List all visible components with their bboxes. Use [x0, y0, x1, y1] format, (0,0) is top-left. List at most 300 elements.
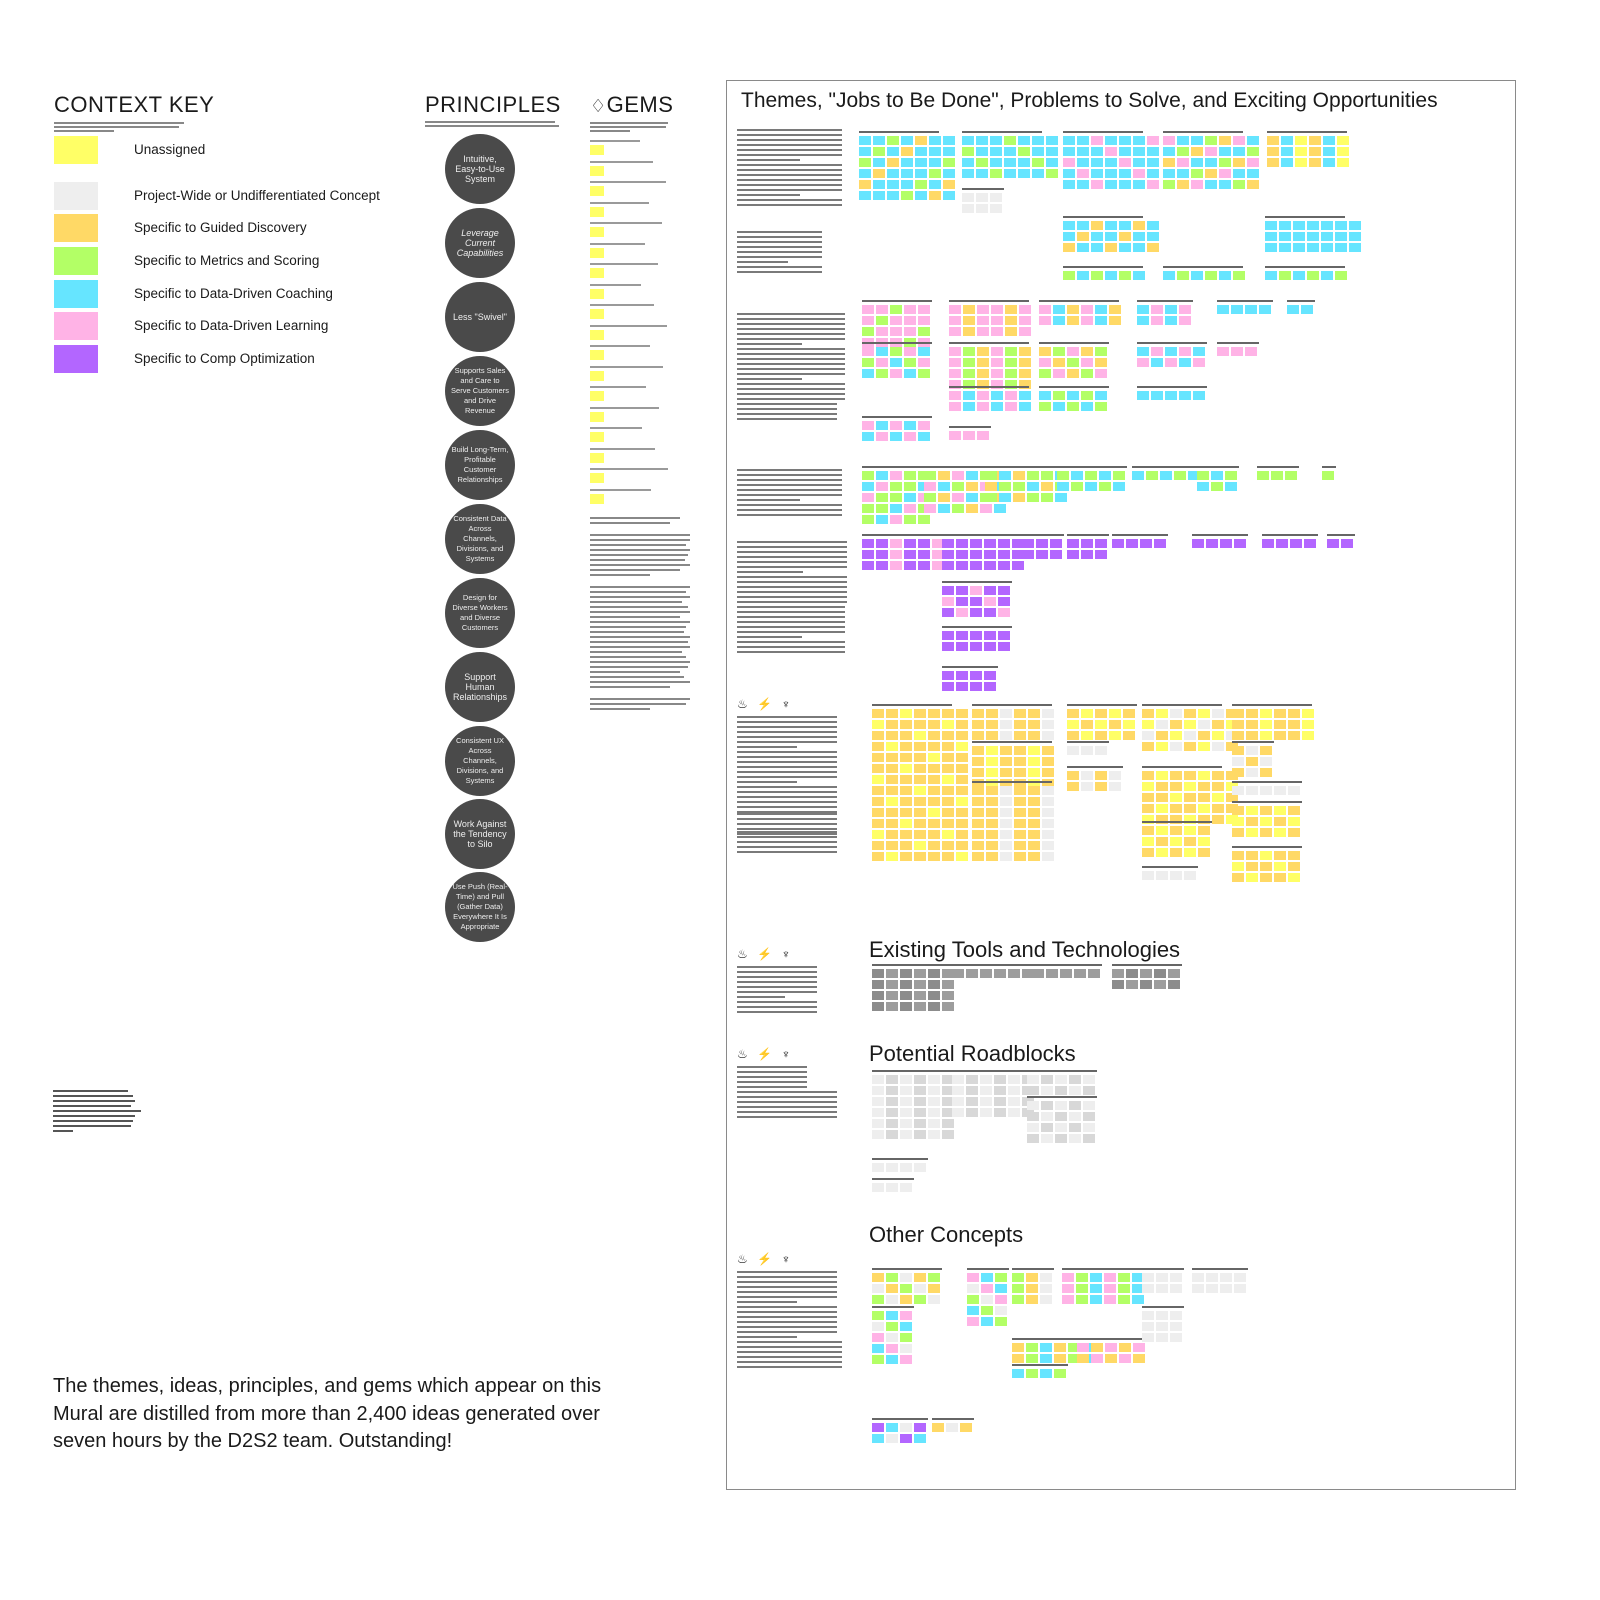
sticky-note [1142, 782, 1154, 791]
sticky-note [1071, 482, 1083, 491]
principle-circle: Consistent UX Across Channels, Divisions, and Systems [445, 726, 515, 796]
sticky-note [1027, 493, 1039, 502]
sticky-note [1142, 1333, 1154, 1342]
sticky-note [859, 147, 871, 156]
sticky-note [1105, 243, 1117, 252]
sticky-note [1170, 848, 1182, 857]
sticky-note [942, 550, 954, 559]
sticky-note [1054, 1343, 1066, 1352]
sticky-note [862, 305, 874, 314]
sticky-note [1000, 709, 1012, 718]
sticky-note [1004, 169, 1016, 178]
sticky-note [1233, 271, 1245, 280]
cluster-label [1039, 300, 1119, 302]
sticky-note [1309, 136, 1321, 145]
sticky-note [1095, 771, 1107, 780]
sticky-note [928, 764, 940, 773]
sticky-note [984, 539, 996, 548]
sticky-note [872, 1183, 884, 1192]
sticky-note [1156, 804, 1168, 813]
sticky-note [942, 753, 954, 762]
sticky-note [991, 316, 1003, 325]
sticky-note [1013, 493, 1025, 502]
sticky-note [1274, 786, 1286, 795]
sticky-note [890, 421, 902, 430]
sticky-note [929, 180, 941, 189]
cluster-label [872, 1178, 914, 1180]
sticky-note [952, 969, 964, 978]
sticky-note [1133, 1354, 1145, 1363]
sticky-note [928, 852, 940, 861]
sticky-note [1067, 746, 1079, 755]
sticky-note [873, 147, 885, 156]
sticky-note [1104, 1295, 1116, 1304]
sticky-note [1290, 539, 1302, 548]
sticky-note [942, 819, 954, 828]
sticky-note [1197, 482, 1209, 491]
board-title: Themes, "Jobs to Be Done", Problems to Solve, and Exciting Opportunities [741, 89, 1438, 112]
sticky-note [886, 720, 898, 729]
sticky-note [1274, 851, 1286, 860]
sticky-note [1170, 1284, 1182, 1293]
sticky-note [1279, 243, 1291, 252]
sticky-note [1063, 221, 1075, 230]
sticky-note [1000, 808, 1012, 817]
sticky-note [998, 586, 1010, 595]
sticky-note [1041, 1112, 1053, 1121]
sticky-note [1265, 232, 1277, 241]
sticky-note [1232, 851, 1244, 860]
sticky-note [1151, 316, 1163, 325]
sticky-note [886, 819, 898, 828]
sticky-note [1041, 1101, 1053, 1110]
sticky-note [915, 136, 927, 145]
sticky-note [1105, 158, 1117, 167]
sticky-note [915, 180, 927, 189]
gem-sticky-note [590, 181, 680, 196]
sticky-note [914, 709, 926, 718]
sticky-note [1281, 158, 1293, 167]
sticky-note [1151, 391, 1163, 400]
sticky-note [1267, 147, 1279, 156]
theme-description-text [737, 403, 837, 423]
sticky-note [1232, 768, 1244, 777]
sticky-note [980, 1097, 992, 1106]
sticky-note [900, 969, 912, 978]
cluster-label [1142, 866, 1198, 868]
sticky-note [1046, 169, 1058, 178]
sticky-note [942, 786, 954, 795]
sticky-note [1053, 305, 1065, 314]
cluster-label [972, 781, 1052, 783]
sticky-note [1193, 347, 1205, 356]
sticky-note [1090, 1284, 1102, 1293]
sticky-note [900, 720, 912, 729]
sticky-note [1274, 709, 1286, 718]
sticky-note [872, 1423, 884, 1432]
sticky-note [976, 204, 988, 213]
sticky-note [914, 852, 926, 861]
sticky-note [1293, 232, 1305, 241]
sticky-note [1160, 471, 1172, 480]
sticky-note [859, 191, 871, 200]
sticky-note [1279, 232, 1291, 241]
sticky-note [1179, 316, 1191, 325]
sticky-note [904, 369, 916, 378]
sticky-note [984, 671, 996, 680]
sticky-note [1055, 1086, 1067, 1095]
sticky-note [1198, 731, 1210, 740]
sticky-note [1156, 731, 1168, 740]
sticky-note [1081, 731, 1093, 740]
sticky-note [1109, 771, 1121, 780]
sticky-note [1105, 271, 1117, 280]
sticky-note [1055, 1075, 1067, 1084]
principle-circle: Support Human Relationships [445, 652, 515, 722]
sticky-note [1004, 158, 1016, 167]
sticky-note [1198, 720, 1210, 729]
sticky-note [1095, 358, 1107, 367]
sticky-note [1112, 969, 1124, 978]
sticky-note [1192, 539, 1204, 548]
cluster-label [1022, 534, 1064, 536]
sticky-note [1349, 221, 1361, 230]
sticky-note [1322, 471, 1334, 480]
sticky-note [1285, 471, 1297, 480]
sticky-note [1091, 232, 1103, 241]
sticky-note [991, 402, 1003, 411]
cluster-label [1232, 704, 1312, 706]
todo-notes [53, 1090, 153, 1135]
sticky-note [942, 682, 954, 691]
sticky-note [1091, 147, 1103, 156]
sticky-note [1063, 136, 1075, 145]
sticky-note [915, 191, 927, 200]
sticky-note [952, 1097, 964, 1106]
sticky-note [1323, 147, 1335, 156]
sticky-note [1005, 358, 1017, 367]
sticky-note [914, 753, 926, 762]
sticky-note [994, 969, 1006, 978]
sticky-note [887, 191, 899, 200]
sticky-note [900, 731, 912, 740]
gem-sticky-note [590, 243, 680, 258]
sticky-note [1113, 471, 1125, 480]
sticky-note [900, 1434, 912, 1443]
sticky-note [1293, 221, 1305, 230]
sticky-note [1095, 347, 1107, 356]
sticky-note [1077, 158, 1089, 167]
gems-note [590, 122, 670, 132]
sticky-note [960, 1423, 972, 1432]
sticky-note [928, 731, 940, 740]
sticky-note [872, 819, 884, 828]
sticky-note [862, 358, 874, 367]
sticky-note [956, 597, 968, 606]
cluster-label [1232, 801, 1302, 803]
theme-description-text [737, 1341, 842, 1371]
sticky-note [1074, 969, 1086, 978]
sticky-note [1233, 147, 1245, 156]
theme-description-text [737, 831, 837, 856]
sticky-note [1119, 1343, 1131, 1352]
sticky-note [1019, 316, 1031, 325]
sticky-note [1184, 826, 1196, 835]
sticky-note [1012, 1343, 1024, 1352]
sticky-note [991, 327, 1003, 336]
sticky-note [1027, 1134, 1039, 1143]
sticky-note [886, 1002, 898, 1011]
sticky-note [1077, 169, 1089, 178]
sticky-note [886, 786, 898, 795]
sticky-note [1027, 1075, 1039, 1084]
sticky-note [1081, 539, 1093, 548]
cluster-label [1257, 466, 1299, 468]
context-key-label: Specific to Data-Driven Coaching [134, 286, 333, 301]
cluster-label [1063, 216, 1143, 218]
sticky-note [928, 980, 940, 989]
context-key-note [54, 122, 194, 132]
sticky-note [977, 305, 989, 314]
sticky-note [1271, 471, 1283, 480]
sticky-note [1349, 243, 1361, 252]
sticky-note [956, 819, 968, 828]
sticky-note [1307, 243, 1319, 252]
sticky-note [1154, 969, 1166, 978]
principles-title: PRINCIPLES [425, 92, 561, 117]
sticky-note [1067, 305, 1079, 314]
sticky-note [928, 841, 940, 850]
sticky-note [1028, 830, 1040, 839]
cluster-label [1039, 342, 1109, 344]
sticky-note [1219, 158, 1231, 167]
sticky-note [872, 852, 884, 861]
sticky-note [990, 169, 1002, 178]
theme-description-text [737, 1271, 837, 1351]
sticky-note [1028, 797, 1040, 806]
cluster-label [962, 131, 1042, 133]
sticky-note [986, 709, 998, 718]
sticky-note [1095, 305, 1107, 314]
gem-sticky-note [590, 386, 680, 401]
cluster-label [1132, 466, 1202, 468]
sticky-note [886, 1333, 898, 1342]
sticky-note [1019, 358, 1031, 367]
cluster-label [949, 300, 1029, 302]
sticky-note [1260, 851, 1272, 860]
sticky-note [914, 1284, 926, 1293]
sticky-note [1063, 232, 1075, 241]
sticky-note [928, 1284, 940, 1293]
sticky-note [981, 1306, 993, 1315]
sticky-note [1198, 848, 1210, 857]
sticky-note [1077, 243, 1089, 252]
cluster-label [1142, 1306, 1184, 1308]
sticky-note [952, 1086, 964, 1095]
sticky-note [924, 471, 936, 480]
context-key-label: Specific to Guided Discovery [134, 220, 307, 235]
sticky-note [1247, 169, 1259, 178]
sticky-note [1219, 169, 1231, 178]
sticky-note [1191, 169, 1203, 178]
sticky-note [1140, 969, 1152, 978]
sticky-note [956, 631, 968, 640]
sticky-note [1302, 709, 1314, 718]
sticky-note [1206, 539, 1218, 548]
sticky-note [1028, 746, 1040, 755]
sticky-note [999, 482, 1011, 491]
sticky-note [1008, 1097, 1020, 1106]
sticky-note [942, 709, 954, 718]
sticky-note [1212, 815, 1224, 824]
sticky-note [900, 1075, 912, 1084]
sticky-note [1281, 136, 1293, 145]
sticky-note [1191, 136, 1203, 145]
sticky-note [1179, 305, 1191, 314]
sticky-note [1163, 271, 1175, 280]
sticky-note [963, 305, 975, 314]
sticky-note [1232, 720, 1244, 729]
sticky-note [1151, 347, 1163, 356]
sticky-note [1077, 136, 1089, 145]
sticky-note [1067, 316, 1079, 325]
sticky-note [1245, 305, 1257, 314]
sticky-note [942, 852, 954, 861]
sticky-note [1163, 136, 1175, 145]
sticky-note [1260, 862, 1272, 871]
sticky-note [1013, 471, 1025, 480]
sticky-note [928, 969, 940, 978]
sticky-note [956, 742, 968, 751]
sticky-note [1077, 271, 1089, 280]
sticky-note [1198, 804, 1210, 813]
sticky-note [1170, 771, 1182, 780]
sticky-note [1018, 169, 1030, 178]
sticky-note [1053, 369, 1065, 378]
diamond-icon: ♢ [590, 96, 607, 116]
sticky-note [872, 786, 884, 795]
sticky-note [1193, 391, 1205, 400]
sticky-note [914, 819, 926, 828]
sticky-note [1119, 180, 1131, 189]
sticky-note [928, 775, 940, 784]
sticky-note [904, 504, 916, 513]
sticky-note [914, 720, 926, 729]
sticky-note [1062, 1284, 1074, 1293]
sticky-note [862, 471, 874, 480]
sticky-note [1337, 147, 1349, 156]
sticky-note [876, 482, 888, 491]
sticky-note [1032, 147, 1044, 156]
sticky-note [1165, 358, 1177, 367]
sticky-note [886, 1130, 898, 1139]
sticky-note [914, 1108, 926, 1117]
sticky-note [886, 742, 898, 751]
sticky-note [873, 169, 885, 178]
sticky-note [949, 431, 961, 440]
sticky-note [1260, 828, 1272, 837]
sticky-note [1118, 1273, 1130, 1282]
sticky-note [962, 158, 974, 167]
cluster-label [942, 581, 1012, 583]
sticky-note [873, 136, 885, 145]
sticky-note [900, 1333, 912, 1342]
cluster-label [1142, 1268, 1184, 1270]
sticky-note [1295, 158, 1307, 167]
sticky-note [900, 753, 912, 762]
sticky-note [1170, 826, 1182, 835]
sticky-note [886, 991, 898, 1000]
cluster-label [949, 342, 1029, 344]
sticky-note [986, 797, 998, 806]
sticky-note [1193, 358, 1205, 367]
cluster-label [859, 131, 939, 133]
sticky-note [872, 1086, 884, 1095]
sticky-note [929, 158, 941, 167]
cluster-label [872, 704, 952, 706]
sticky-note [1205, 271, 1217, 280]
sticky-note [1170, 720, 1182, 729]
sticky-note [1039, 305, 1051, 314]
context-key-title: CONTEXT KEY [54, 92, 215, 117]
sticky-note [1267, 136, 1279, 145]
sticky-note [977, 402, 989, 411]
cluster-label [952, 964, 1032, 966]
sticky-note [986, 757, 998, 766]
sticky-note [949, 316, 961, 325]
sticky-note [1279, 271, 1291, 280]
sticky-note [859, 136, 871, 145]
sticky-note [956, 852, 968, 861]
sticky-note [900, 980, 912, 989]
sticky-note [1137, 305, 1149, 314]
sticky-note [900, 1108, 912, 1117]
sticky-note [1170, 1311, 1182, 1320]
sticky-note [1163, 180, 1175, 189]
sticky-note [1022, 550, 1034, 559]
sticky-note [1212, 709, 1224, 718]
sticky-note [886, 1344, 898, 1353]
sticky-note [1247, 147, 1259, 156]
sticky-note [914, 731, 926, 740]
sticky-note [966, 482, 978, 491]
sticky-note [900, 830, 912, 839]
sticky-note [952, 493, 964, 502]
section-marker-icons: ♨ ⚡ ♆ [737, 1047, 794, 1061]
sticky-note [972, 797, 984, 806]
sticky-note [986, 830, 998, 839]
sticky-note [886, 753, 898, 762]
sticky-note [1267, 158, 1279, 167]
sticky-note [1133, 232, 1145, 241]
sticky-note [1246, 720, 1258, 729]
cluster-label [862, 342, 932, 344]
sticky-note [1042, 797, 1054, 806]
sticky-note [1041, 482, 1053, 491]
cluster-label [1012, 1364, 1068, 1366]
sticky-note [1191, 158, 1203, 167]
sticky-note [886, 1434, 898, 1443]
sticky-note [1335, 221, 1347, 230]
gem-sticky-note [590, 325, 680, 340]
sticky-note [904, 482, 916, 491]
cluster-label [1032, 964, 1102, 966]
color-swatch [54, 182, 98, 210]
cluster-label [1067, 534, 1109, 536]
sticky-note [1170, 709, 1182, 718]
sticky-note [914, 1075, 926, 1084]
sticky-note [1039, 391, 1051, 400]
